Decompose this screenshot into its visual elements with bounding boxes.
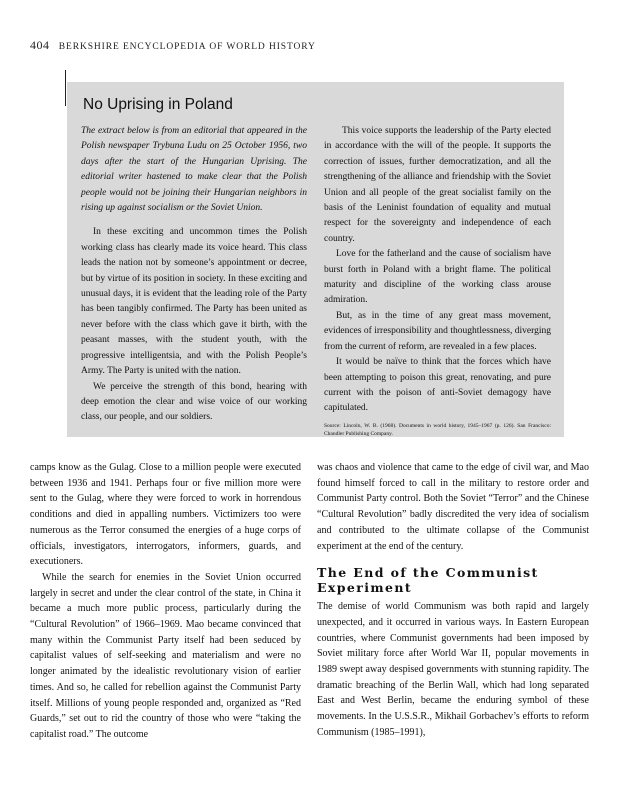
sidebar-box: [67, 82, 564, 437]
sidebar-source-citation: Source: Lincoln, W. B. (1968). Documents in world history, 1945–1967 (p. 126). San Francisco: Chandler Publishing Company.: [324, 422, 551, 437]
sidebar-paragraph: But, as in the time of any great mass movement, evidences of irresponsibility and thoughtlessness, diverging from the current of reform, are revealed in a few places.: [324, 310, 551, 352]
running-head-title: BERKSHIRE ENCYCLOPEDIA OF WORLD HISTORY: [58, 42, 316, 52]
section-heading: The End of the Communist Experiment: [317, 565, 539, 596]
running-header: [30, 38, 316, 53]
body-paragraph: While the search for enemies in the Soviet Union occurred largely in secret and under the clear control of the state, in China it became a much more public process, particularly during the “Cultural Revolution” of 1966–1969. Mao became convinced that many within the Communist Party itself had been seduced by capitalist values of self-seeking and materialism and were no longer animated by the idealistic revolutionary vision of earlier times. And so, he called for rebellion against the Communist Party itself. Millions of young people responded and, organized as “Red Guards,” set out to rid the country of those who were “taking the capitalist road.” The outcome: [30, 571, 301, 740]
sidebar-paragraph: This voice supports the leadership of the Party elected in accordance with the will of the people. It supports the correction of issues, further democratization, and all the strengthening of the alliance and friendship with the Soviet Union and all people of the great socialist family on the basis of the Leninist foundation of equality and mutual respect for the sovereignty and independence of each country.: [324, 126, 551, 244]
sidebar-title: No Uprising in Poland: [83, 96, 233, 113]
sidebar-paragraph: It would be naïve to think that the forces which have been attempting to poison this great, renovating, and pure current with the poison of anti-Soviet demagogy have capitulated.: [324, 357, 551, 414]
body-paragraph: The demise of world Communism was both rapid and largely unexpected, and it occurred in various ways. In Eastern European countries, where Communist governments had been imposed by Soviet military force after World War II, popular movements in 1989 swept away despised governments with stunning rapidity. The dramatic breaching of the Berlin Wall, which had long separated East and West Berlin, became the enduring symbol of these movements. In the U.S.S.R., Mikhail Gorbachev’s efforts to reform Communism (1985–1991),: [317, 601, 589, 738]
sidebar-accent-rule: [65, 70, 66, 106]
sidebar-paragraph: We perceive the strength of this bond, hearing with deep emotion the clear and wise voice of our working class, our people, and our soldiers.: [81, 381, 307, 423]
sidebar-intro: The extract below is from an editorial that appeared in the Polish newspaper Trybuna Ludu on 25 October 1956, two days after the start of the Hungarian Uprising. The editorial writer hastened to make clear that the Polish people would not be joining their Hungarian neighbors in rising up against socialism or the Soviet Union.: [81, 126, 307, 214]
sidebar-right-column: [324, 124, 551, 438]
sidebar-left-column: [81, 124, 307, 426]
page-number: 404: [30, 38, 50, 52]
sidebar-paragraph: In these exciting and uncommon times the Polish working class has clearly made its voice heard. This class leads the nation not by someone’s appointment or decree, but by virtue of its position in society. In these exciting and unusual days, it is evident that the leading role of the Party has been tangibly confirmed. The Party has been united as never before with the class which gave it birth, with the peasant masses, with the student youth, with the progressive intelligentsia, and with the Polish People’s Army. The Party is united with the nation.: [81, 227, 307, 377]
body-paragraph: camps know as the Gulag. Close to a million people were executed between 1936 and 1941. Perhaps four or five million more were sent to the Gulag, where they were forced to work in horrendous conditions and died in appalling numbers. Victimizers too were numerous as the Terror consumed the energies of a huge corps of officials, investigators, interrogators, informers, guards, and executioners.: [30, 462, 301, 568]
sidebar-paragraph: Love for the fatherland and the cause of socialism have burst forth in Poland with a bright flame. The political maturity and discipline of the working class arouse admiration.: [324, 249, 551, 306]
main-left-column: [30, 460, 301, 743]
main-right-column: [317, 460, 589, 741]
body-paragraph: was chaos and violence that came to the edge of civil war, and Mao found himself forced to call in the military to restore order and Communist Party control. Both the Soviet “Terror” and the Chinese “Cultural Revolution” badly discredited the very idea of socialism and contributed to the ultimate collapse of the Communist experiment at the end of the century.: [317, 462, 589, 552]
